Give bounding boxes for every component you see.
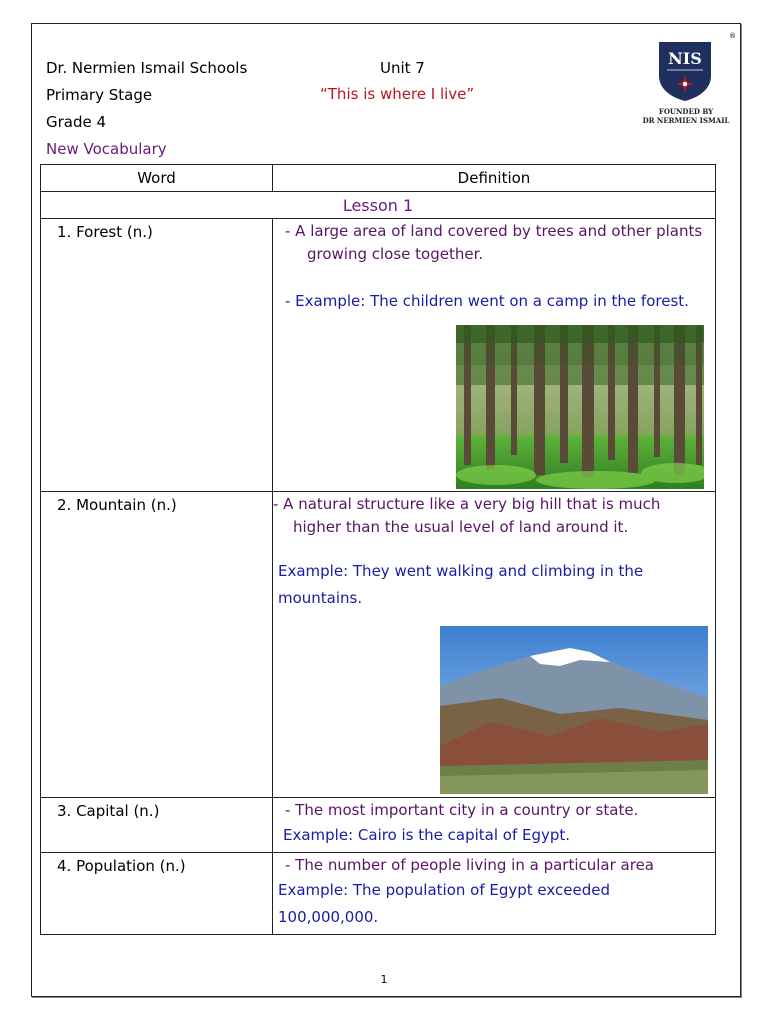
word-population: 4. Population (n.) <box>57 857 186 875</box>
table-header-row <box>41 165 716 192</box>
vocabulary-table <box>40 164 716 935</box>
lesson-row <box>41 192 716 219</box>
grade-label: Grade 4 <box>46 113 107 131</box>
word-forest: 1. Forest (n.) <box>57 223 153 241</box>
word-capital: 3. Capital (n.) <box>57 802 160 820</box>
definition-forest: - A large area of land covered by trees and other plants growing close together. <box>285 222 703 263</box>
school-logo-icon <box>657 40 713 102</box>
definition-mountain: - A natural structure like a very big hill that is much higher than the usual level of land around it. <box>273 495 661 536</box>
example-mountain: Example: They went walking and climbing in the mountains. <box>278 562 644 607</box>
stage-label: Primary Stage <box>46 86 153 104</box>
table-row <box>41 798 716 853</box>
forest-image <box>456 325 704 489</box>
registered-mark: ® <box>729 32 736 40</box>
table-row <box>41 853 716 935</box>
founded-line-2: DR NERMIEN ISMAIL <box>642 116 730 125</box>
definition-capital: - The most important city in a country or state. <box>285 801 639 819</box>
mountain-image <box>440 626 708 794</box>
word-cell <box>41 798 273 853</box>
column-header-word: Word <box>41 165 273 192</box>
example-capital: Example: Cairo is the capital of Egypt. <box>283 826 571 844</box>
word-cell <box>41 219 273 492</box>
unit-title: “This is where I live” <box>320 85 475 103</box>
founded-line-1: FOUNDED BY <box>658 107 714 116</box>
lesson-title: Lesson 1 <box>41 192 716 219</box>
school-name: Dr. Nermien Ismail Schools <box>46 59 248 77</box>
table-row <box>41 492 716 798</box>
section-title: New Vocabulary <box>46 140 167 158</box>
definition-cell <box>273 219 716 492</box>
word-cell <box>41 492 273 798</box>
word-cell <box>41 853 273 935</box>
example-forest: - Example: The children went on a camp in the forest. <box>285 292 689 310</box>
logo-founded-text <box>640 107 732 125</box>
column-header-definition: Definition <box>273 165 716 192</box>
table-row <box>41 219 716 492</box>
unit-label: Unit 7 <box>380 59 425 77</box>
word-mountain: 2. Mountain (n.) <box>57 496 177 514</box>
page-number: 1 <box>380 973 388 986</box>
example-population: Example: The population of Egypt exceeded 100,000,000. <box>278 881 610 926</box>
logo-initials: NIS <box>668 49 702 68</box>
definition-cell <box>273 853 716 935</box>
definition-population: - The number of people living in a particular area <box>285 856 655 874</box>
definition-cell <box>273 492 716 798</box>
definition-cell <box>273 798 716 853</box>
